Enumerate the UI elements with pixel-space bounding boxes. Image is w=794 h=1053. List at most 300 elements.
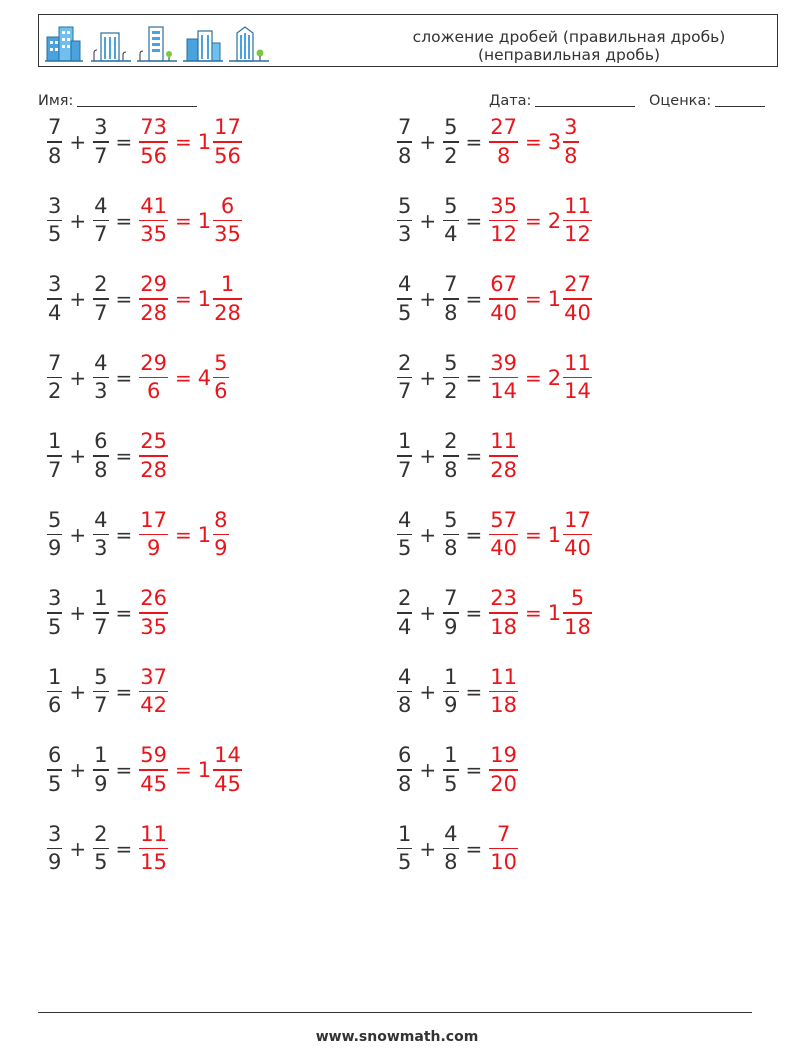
equals-sign: =	[465, 208, 483, 233]
problem-row	[46, 503, 230, 567]
answer-improper-numerator: 25	[140, 429, 168, 454]
fraction-bar	[47, 848, 62, 850]
answer-improper-denominator: 35	[140, 222, 168, 247]
addend-a-fraction	[397, 743, 412, 797]
fraction-bar	[443, 298, 458, 300]
fraction-bar	[443, 220, 458, 222]
addend-a-fraction	[47, 351, 62, 405]
answer-mixed-numerator: 6	[220, 193, 235, 218]
addend-a-denominator: 8	[398, 693, 412, 718]
answer-whole-part: 1	[197, 758, 212, 782]
answer-mixed-fraction	[563, 194, 592, 248]
answer-whole-part: 1	[547, 522, 562, 547]
fraction-bar	[563, 298, 592, 300]
answer-improper-numerator: 17	[140, 507, 168, 532]
addend-b-denominator: 7	[94, 614, 108, 639]
answer-improper-numerator: 35	[490, 193, 518, 218]
addend-a-fraction	[47, 822, 62, 876]
fraction-bar	[139, 455, 168, 457]
addend-b-denominator: 9	[444, 693, 458, 718]
equals-sign: =	[115, 522, 133, 547]
fraction-bar	[443, 141, 458, 143]
equals-sign: =	[175, 365, 192, 390]
equals-sign: =	[525, 601, 542, 625]
addend-b-denominator: 4	[444, 222, 458, 247]
answer-improper-numerator: 67	[490, 272, 518, 297]
answer-mixed-numerator: 11	[564, 350, 591, 375]
addend-a-numerator: 6	[48, 743, 62, 768]
addend-b-denominator: 9	[94, 771, 108, 796]
addend-a-numerator: 5	[48, 507, 62, 532]
answer-improper-fraction	[489, 508, 518, 562]
fraction-bar	[489, 612, 518, 614]
equals-sign: =	[465, 601, 483, 625]
plus-sign: +	[69, 522, 87, 547]
addend-a-numerator: 1	[398, 429, 412, 454]
problem-row	[396, 503, 593, 567]
answer-improper-denominator: 6	[146, 379, 161, 404]
answer-mixed-fraction	[563, 115, 578, 169]
equals-sign: =	[525, 365, 542, 390]
fraction-bar	[563, 377, 592, 379]
addend-b-denominator: 8	[444, 850, 458, 875]
problem-row	[46, 738, 243, 802]
addend-b-denominator: 8	[444, 457, 458, 482]
answer-improper-numerator: 11	[490, 429, 518, 454]
footer-website: www.snowmath.com	[315, 1029, 479, 1045]
answer-improper-numerator: 73	[140, 115, 168, 140]
addend-a-numerator: 7	[398, 115, 412, 140]
answer-improper-denominator: 20	[490, 771, 518, 796]
answer-improper-fraction	[489, 194, 518, 248]
answer-improper-denominator: 45	[140, 771, 168, 796]
addend-b-numerator: 2	[444, 429, 458, 454]
fraction-bar	[93, 220, 108, 222]
fraction-bar	[443, 455, 458, 457]
fraction-bar	[139, 691, 168, 693]
fraction-bar	[563, 220, 592, 222]
worksheet-title	[389, 28, 749, 64]
addend-b-numerator: 1	[444, 743, 458, 768]
addend-b-numerator: 4	[94, 350, 108, 375]
fraction-bar	[93, 612, 108, 614]
addend-a-denominator: 5	[48, 771, 62, 796]
addend-a-fraction	[47, 272, 62, 326]
grade-field	[649, 93, 765, 109]
plus-sign: +	[419, 444, 437, 468]
problem-row	[396, 581, 593, 645]
fraction-bar	[139, 298, 168, 300]
footer-divider	[38, 1012, 752, 1013]
addend-a-fraction	[47, 665, 62, 719]
addend-b-numerator: 5	[444, 507, 458, 532]
addend-a-fraction	[397, 822, 412, 876]
plus-sign: +	[419, 522, 437, 547]
answer-mixed-denominator: 35	[214, 222, 241, 247]
answer-improper-numerator: 37	[140, 664, 168, 689]
answer-mixed-numerator: 1	[220, 272, 235, 297]
date-label: Дата:	[489, 93, 532, 109]
answer-mixed-denominator: 8	[564, 143, 578, 168]
fraction-bar	[443, 377, 458, 379]
fraction-bar	[397, 141, 412, 143]
fraction-bar	[47, 298, 62, 300]
addend-b-numerator: 7	[444, 586, 458, 611]
answer-improper-numerator: 11	[140, 821, 168, 846]
fraction-bar	[47, 612, 62, 614]
answer-improper-numerator: 27	[490, 115, 518, 140]
answer-improper-fraction	[139, 194, 168, 248]
answer-improper-numerator: 59	[140, 743, 168, 768]
title-line-1: сложение дробей (правильная дробь)	[412, 28, 726, 46]
addend-a-denominator: 8	[398, 143, 412, 168]
problem-row	[396, 660, 519, 724]
equals-sign: =	[465, 287, 483, 311]
answer-mixed-numerator: 17	[214, 115, 241, 140]
answer-mixed-numerator: 27	[564, 272, 591, 297]
name-field	[38, 93, 197, 109]
addend-b-fraction	[93, 743, 108, 797]
building-icon	[45, 23, 83, 63]
addend-a-denominator: 5	[398, 300, 412, 325]
fraction-bar	[93, 534, 108, 536]
answer-whole-part: 1	[197, 130, 212, 154]
fraction-bar	[213, 377, 228, 379]
addend-a-fraction	[397, 429, 412, 483]
addend-a-denominator: 8	[398, 771, 412, 796]
plus-sign: +	[69, 130, 87, 154]
addend-a-fraction	[47, 586, 62, 640]
answer-whole-part: 2	[547, 208, 562, 233]
answer-mixed-fraction	[213, 508, 228, 562]
fraction-bar	[443, 769, 458, 771]
answer-mixed-fraction	[213, 194, 242, 248]
answer-improper-fraction	[139, 351, 168, 405]
equals-sign: =	[525, 522, 542, 547]
equals-sign: =	[115, 208, 133, 233]
addend-b-denominator: 5	[94, 850, 108, 875]
addend-b-fraction	[93, 586, 108, 640]
addend-b-denominator: 7	[94, 222, 108, 247]
answer-mixed-denominator: 14	[564, 379, 591, 404]
addend-b-numerator: 4	[94, 507, 108, 532]
addend-a-numerator: 6	[398, 743, 412, 768]
name-label: Имя:	[38, 93, 74, 109]
fraction-bar	[213, 298, 242, 300]
answer-improper-fraction	[489, 743, 518, 797]
plus-sign: +	[419, 287, 437, 311]
fraction-bar	[93, 691, 108, 693]
equals-sign: =	[465, 758, 483, 782]
addend-a-numerator: 4	[398, 507, 412, 532]
equals-sign: =	[115, 287, 133, 311]
addend-b-numerator: 1	[94, 586, 108, 611]
equals-sign: =	[115, 679, 133, 704]
addend-a-denominator: 4	[398, 614, 412, 639]
fraction-bar	[93, 141, 108, 143]
answer-mixed-fraction	[213, 743, 242, 797]
addend-a-denominator: 5	[398, 850, 412, 875]
problem-row	[396, 189, 593, 253]
addend-b-numerator: 5	[94, 664, 108, 689]
answer-improper-fraction	[139, 429, 168, 483]
answer-improper-fraction	[139, 508, 168, 562]
fraction-bar	[397, 220, 412, 222]
answer-improper-denominator: 40	[490, 536, 518, 561]
answer-improper-denominator: 8	[496, 143, 511, 168]
answer-mixed-denominator: 9	[214, 536, 228, 561]
fraction-bar	[93, 298, 108, 300]
answer-improper-denominator: 28	[140, 457, 168, 482]
equals-sign: =	[465, 836, 483, 861]
addend-b-numerator: 3	[94, 115, 108, 140]
plus-sign: +	[69, 287, 87, 311]
addend-b-numerator: 4	[94, 193, 108, 218]
addend-a-numerator: 5	[398, 193, 412, 218]
addend-b-denominator: 9	[444, 614, 458, 639]
addend-a-numerator: 2	[398, 586, 412, 611]
equals-sign: =	[525, 130, 542, 154]
answer-improper-numerator: 26	[140, 586, 168, 611]
fraction-bar	[489, 298, 518, 300]
addend-b-fraction	[93, 194, 108, 248]
plus-sign: +	[69, 679, 87, 704]
fraction-bar	[443, 534, 458, 536]
fraction-bar	[443, 848, 458, 850]
addend-b-fraction	[93, 665, 108, 719]
answer-improper-fraction	[139, 665, 168, 719]
problem-row	[46, 346, 230, 410]
addend-a-fraction	[397, 586, 412, 640]
addend-b-fraction	[443, 743, 458, 797]
answer-mixed-fraction	[213, 272, 242, 326]
answer-improper-denominator: 10	[490, 850, 518, 875]
answer-improper-fraction	[489, 429, 518, 483]
fraction-bar	[213, 141, 242, 143]
building-icon	[183, 23, 223, 63]
fraction-bar	[489, 848, 518, 850]
answer-whole-part: 3	[547, 130, 562, 154]
addend-b-fraction	[93, 429, 108, 483]
addend-b-numerator: 6	[94, 429, 108, 454]
answer-mixed-denominator: 6	[214, 379, 228, 404]
addend-b-denominator: 2	[444, 379, 458, 404]
fraction-bar	[213, 534, 228, 536]
addend-b-fraction	[93, 115, 108, 169]
addend-a-numerator: 7	[48, 115, 62, 140]
equals-sign: =	[465, 130, 483, 154]
fraction-bar	[139, 612, 168, 614]
answer-mixed-denominator: 56	[214, 143, 241, 168]
answer-mixed-numerator: 17	[564, 507, 591, 532]
answer-mixed-denominator: 12	[564, 222, 591, 247]
answer-improper-denominator: 40	[490, 300, 518, 325]
fraction-bar	[93, 455, 108, 457]
date-blank[interactable]	[535, 105, 635, 107]
answer-improper-fraction	[489, 665, 518, 719]
addend-b-numerator: 5	[444, 350, 458, 375]
addend-a-numerator: 1	[398, 821, 412, 846]
answer-whole-part: 1	[547, 287, 562, 311]
addend-b-numerator: 2	[94, 821, 108, 846]
problem-row	[396, 346, 593, 410]
answer-mixed-numerator: 11	[564, 193, 591, 218]
fraction-bar	[47, 691, 62, 693]
addend-a-numerator: 3	[48, 821, 62, 846]
addend-b-denominator: 3	[94, 379, 108, 404]
answer-improper-numerator: 19	[490, 743, 518, 768]
addend-b-denominator: 7	[94, 300, 108, 325]
answer-improper-fraction	[489, 822, 518, 876]
problem-row	[46, 424, 169, 488]
equals-sign: =	[175, 287, 192, 311]
answer-improper-denominator: 18	[490, 693, 518, 718]
fraction-bar	[397, 455, 412, 457]
addend-b-denominator: 2	[444, 143, 458, 168]
answer-improper-denominator: 56	[140, 143, 168, 168]
addend-b-fraction	[443, 429, 458, 483]
fraction-bar	[563, 534, 592, 536]
answer-whole-part: 1	[197, 287, 212, 311]
addend-a-numerator: 7	[48, 350, 62, 375]
addend-a-fraction	[397, 115, 412, 169]
grade-label: Оценка:	[649, 93, 712, 109]
answer-improper-denominator: 12	[490, 222, 518, 247]
equals-sign: =	[525, 208, 542, 233]
answer-improper-numerator: 7	[496, 821, 511, 846]
plus-sign: +	[69, 836, 87, 861]
answer-improper-fraction	[139, 743, 168, 797]
addend-a-numerator: 4	[398, 664, 412, 689]
answer-mixed-fraction	[563, 272, 592, 326]
problem-row	[396, 424, 519, 488]
problem-row	[396, 817, 519, 881]
addend-b-fraction	[443, 194, 458, 248]
fraction-bar	[489, 691, 518, 693]
answer-improper-denominator: 28	[140, 300, 168, 325]
answer-mixed-denominator: 40	[564, 300, 591, 325]
addend-b-numerator: 2	[94, 272, 108, 297]
addend-a-denominator: 6	[48, 693, 62, 718]
plus-sign: +	[69, 444, 87, 468]
equals-sign: =	[115, 365, 133, 390]
answer-mixed-denominator: 28	[214, 300, 241, 325]
fraction-bar	[47, 534, 62, 536]
addend-b-numerator: 1	[444, 664, 458, 689]
equals-sign: =	[465, 522, 483, 547]
answer-improper-fraction	[139, 586, 168, 640]
addend-a-fraction	[47, 194, 62, 248]
fraction-bar	[213, 769, 242, 771]
answer-improper-numerator: 39	[490, 350, 518, 375]
answer-whole-part: 2	[547, 365, 562, 390]
addend-a-denominator: 9	[48, 536, 62, 561]
answer-whole-part: 1	[197, 208, 212, 233]
answer-improper-denominator: 14	[490, 379, 518, 404]
fraction-bar	[397, 769, 412, 771]
fraction-bar	[47, 455, 62, 457]
answer-mixed-numerator: 8	[214, 507, 228, 532]
problem-row	[396, 267, 593, 331]
answer-mixed-fraction	[563, 586, 592, 640]
addend-a-numerator: 1	[48, 429, 62, 454]
addend-a-fraction	[47, 508, 62, 562]
grade-blank[interactable]	[715, 105, 765, 107]
addend-a-denominator: 4	[48, 300, 62, 325]
problem-row	[46, 817, 169, 881]
equals-sign: =	[175, 208, 192, 233]
answer-improper-denominator: 35	[140, 614, 168, 639]
plus-sign: +	[69, 208, 87, 233]
answer-whole-part: 1	[197, 522, 212, 547]
addend-a-fraction	[47, 115, 62, 169]
addend-b-fraction	[443, 665, 458, 719]
addend-a-denominator: 7	[398, 379, 412, 404]
fraction-bar	[213, 220, 242, 222]
fraction-bar	[139, 848, 168, 850]
fraction-bar	[139, 377, 168, 379]
answer-improper-numerator: 11	[490, 664, 518, 689]
plus-sign: +	[419, 758, 437, 782]
answer-improper-fraction	[489, 586, 518, 640]
addend-a-fraction	[397, 351, 412, 405]
addend-b-fraction	[93, 272, 108, 326]
fraction-bar	[397, 534, 412, 536]
fraction-bar	[139, 534, 168, 536]
fraction-bar	[397, 377, 412, 379]
answer-mixed-fraction	[213, 351, 228, 405]
answer-mixed-fraction	[563, 508, 592, 562]
fraction-bar	[397, 691, 412, 693]
answer-mixed-fraction	[563, 351, 592, 405]
addend-a-fraction	[397, 272, 412, 326]
answer-improper-numerator: 29	[140, 272, 168, 297]
answer-improper-numerator: 23	[490, 586, 518, 611]
fraction-bar	[93, 848, 108, 850]
addend-b-denominator: 8	[94, 457, 108, 482]
addend-b-fraction	[443, 508, 458, 562]
addend-a-numerator: 1	[48, 664, 62, 689]
fraction-bar	[489, 220, 518, 222]
addend-a-fraction	[397, 508, 412, 562]
problem-row	[46, 110, 243, 174]
fraction-bar	[443, 612, 458, 614]
fraction-bar	[489, 534, 518, 536]
fraction-bar	[139, 769, 168, 771]
date-field	[489, 93, 635, 109]
addend-b-numerator: 5	[444, 115, 458, 140]
answer-mixed-denominator: 40	[564, 536, 591, 561]
answer-mixed-numerator: 5	[214, 350, 228, 375]
problem-row	[46, 581, 169, 645]
answer-improper-denominator: 28	[490, 457, 518, 482]
fraction-bar	[563, 141, 578, 143]
problem-row	[46, 189, 243, 253]
addend-a-denominator: 2	[48, 379, 62, 404]
answer-improper-fraction	[139, 822, 168, 876]
fraction-bar	[47, 220, 62, 222]
addend-a-denominator: 5	[48, 222, 62, 247]
equals-sign: =	[115, 836, 133, 861]
addend-b-numerator: 1	[94, 743, 108, 768]
fraction-bar	[489, 455, 518, 457]
addend-b-fraction	[93, 351, 108, 405]
answer-mixed-fraction	[213, 115, 242, 169]
name-blank[interactable]	[77, 105, 197, 107]
addend-a-denominator: 7	[398, 457, 412, 482]
answer-improper-denominator: 9	[146, 536, 161, 561]
addend-a-fraction	[397, 665, 412, 719]
